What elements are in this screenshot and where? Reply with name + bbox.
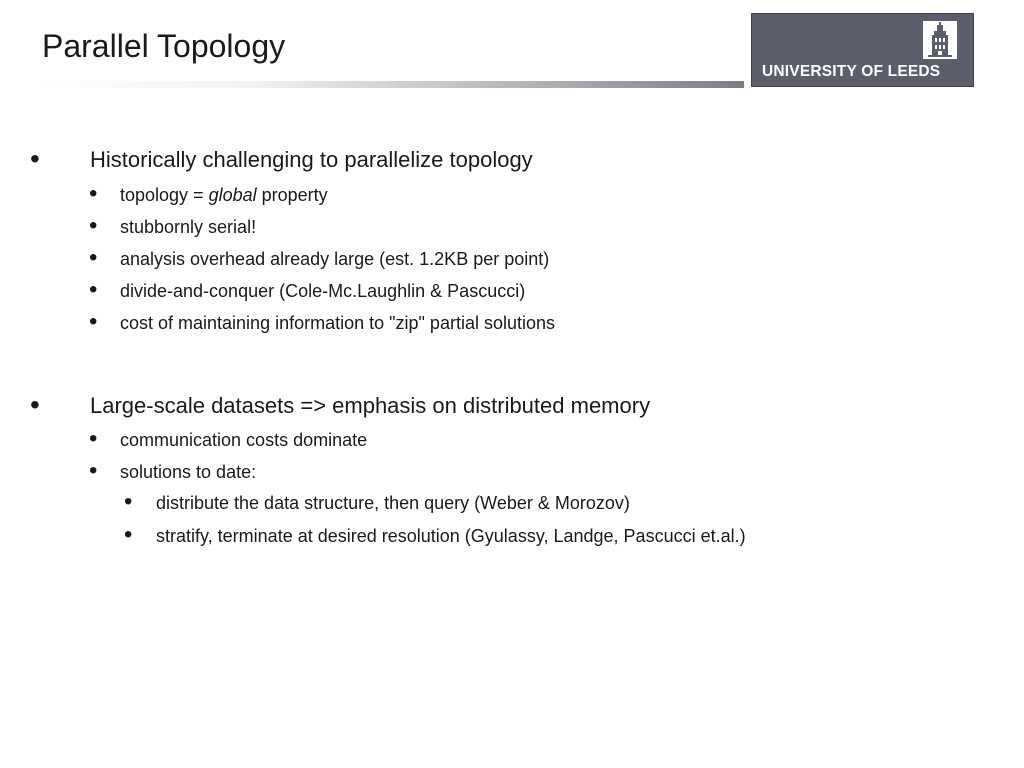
bullet-dot: •: [89, 308, 98, 335]
bullet-text: analysis overhead already large (est. 1.2KB per point): [120, 249, 550, 269]
bullet-dot: •: [89, 244, 98, 271]
title-underline: [40, 81, 744, 88]
bullet-dot: •: [124, 521, 133, 548]
bullet-dot: •: [89, 276, 98, 303]
university-logo: [751, 13, 974, 87]
bullet-text: solutions to date:: [120, 462, 257, 482]
bullet-text: divide-and-conquer (Cole-Mc.Laughlin & Pascucci): [120, 281, 526, 301]
logo-wordmark: UNIVERSITY OF LEEDS: [762, 63, 941, 80]
bullet-text: topology = global property: [120, 185, 328, 205]
bullet-text: stubbornly serial!: [120, 217, 257, 237]
bullet-dot: •: [124, 488, 133, 515]
bullet-dot: •: [89, 212, 98, 239]
slide-title: Parallel Topology: [42, 28, 286, 64]
bullet-text: communication costs dominate: [120, 430, 368, 450]
bullet-dot: •: [30, 389, 40, 420]
leeds-crest-icon: [923, 21, 957, 59]
bullet-text: Historically challenging to parallelize topology: [90, 147, 533, 172]
bullet-dot: •: [89, 180, 98, 207]
bullet-text: distribute the data structure, then query (Weber & Morozov): [156, 493, 630, 513]
bullet-dot: •: [89, 457, 98, 484]
bullet-text: cost of maintaining information to "zip" partial solutions: [120, 313, 555, 333]
bullet-dot: •: [89, 425, 98, 452]
bullet-text: stratify, terminate at desired resolution (Gyulassy, Landge, Pascucci et.al.): [156, 526, 746, 546]
bullet-dot: •: [30, 143, 40, 174]
bullet-text: Large-scale datasets => emphasis on distributed memory: [90, 393, 651, 418]
emphasis-text: global: [208, 185, 257, 205]
